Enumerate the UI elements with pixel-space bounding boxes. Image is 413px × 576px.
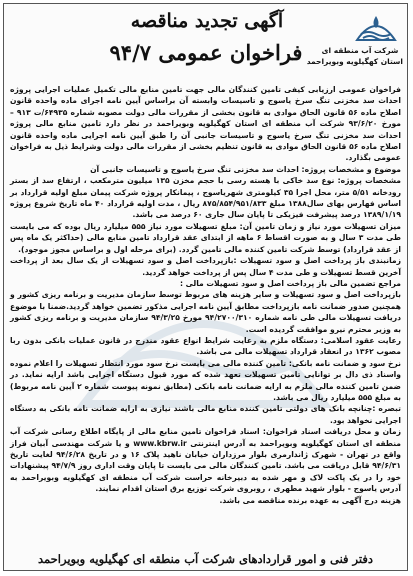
paragraph-interest-rate: نرخ سود و ضمانت نامه بانکی: تامین کننده مالی می بایست نرخ سود مورد انتظار تسهیلات را اعلام نموده واسناد ذی دال بر توانایی تامین تسهیلات تعهد شده که مورد قبول دستگاه اجرایی باشد ارایه نماید. در ضمن تامین کننده مالی ملزم به ارایه ضمانت نامه بانکی (مطابق نمونه پیوست شماره ۲ آیین نامه مربوط) به مبلغ ۵۵۵ میلیارد ریال می باشد.	[10, 358, 401, 402]
announcement-body	[10, 84, 401, 506]
paragraph-specs: مشخصات پروژه: نوع سد خاکی با هسته رسی با حجم مخزن ۱۳۵ میلیون مترمکعب ، ارتفاع سد از بستر رودخانه ۵/۵۱ متر، محل اجرا ۳۵ کیلومتری شهریاسوج ، پیمانکار پروژه شرکت پیمان مبلغ اولیه قرارداد بر اساس فهارس بهای سال۱۳۸۸ مبلغ ۸۷۵/۸۵۴/۹۵۱/۸۳۳ ریال ، مدت اولیه قرارداد ۴۰ ماه تاریخ شروع پروژه ۱۳۸۹/۱/۱۹ درصد پیشرفت فیزیکی تا پایان سال جاری ۶۰ درصد می باشد.	[10, 176, 402, 220]
advertisement-page	[3, 3, 408, 571]
footer-signature: دفتر فنی و امور قراردادهای شرکت آب منطقه ای کهگیلویه وبویراحمد	[38, 552, 373, 566]
paragraph-note: تبصره :چنانچه بانک های دولتی تامین کننده منابع مالی باشند نیازی به ارایه ضمانت نامه بانکی به دستگاه اجرایی نخواهد بود.	[10, 404, 401, 425]
paragraph-islamic-contracts: رعایت عقود اسلامی: دستگاه ملزم به رعایت شرایط انواع عقود مندرج در قانون عملیات بانکی بدون ربا مصوب ۱۳۶۲ در انعقاد قرارداد تسهیلات مالی می باشد.	[10, 335, 401, 357]
company-name-line1: شرکت آب منطقه ای	[321, 46, 399, 55]
paragraph-guarantee-heading: مراجع تضمین مالی باز پرداخت اصل و سود تسهیلات مالی :	[179, 278, 401, 288]
paragraph-documents: زمان و محل دریافت اسناد فراخوان: اسناد فراخوان تامین منابع مالی از پایگاه اطلاع رسانی شرکت آب منطقه ای استان کهگیلویه وبویراحمد به آدرس اینترنتی www.kbrw.ir و یا شرکت مهندسی آبیان فراز واقع در تهران - شهرک ژاندارمری بلوار مرزداران خیابان ناهید پلاک ۱۶ و در تاریخ ۹۴/۶/۲۸ لغایت تاریخ ۹۴/۶/۳۱ قابل دریافت می باشد. تامین کنندگان مالی می بایست تا پایان وقت اداری روز ۹۴/۷/۹ پیشنهادات خود را در یک پاکت لاک و مهر شده به دبیرخانه حراست شرکت آب منطقه ای کهگیلویه وبویراحمد به آدرس یاسوج - بلوار شهید مطهری ، روبروی شرکت توزیع برق استان اقدام نمایند.	[10, 427, 402, 494]
paragraph-guarantee: بازپرداخت اصل و سود تسهیلات و سایر هزینه های مربوط توسط سازمان مدیریت و برنامه ریزی کشور و همچنین صدور ضمانت نامه بازپرداخت مطابق آیین نامه اجرایی مذکور تضمین خواهد گردید.ضمنا با موضوع دریافت تسهیلات مالی طی نامه شماره ۹۴/۲۷۰۰/۳۱۰ مورخ ۹۴/۳/۲۵ سازمان مدیریت و برنامه ریزی کشور به وزیر محترم نیرو موافقت گردیده است.	[10, 290, 401, 334]
paragraph-cost: هزینه درج آگهی به عهده برنده مناقصه می باشد.	[219, 495, 401, 505]
water-company-logo-icon	[353, 10, 399, 44]
paragraph-intro: فراخوان عمومی ارزیابی کیفی تامین کنندگان مالی جهت تامین منابع مالی تکمیل عملیات اجرایی پروژه احداث سد مخزنی تنگ سرخ یاسوج و تاسیسات وابسته آن براساس آیین نامه اجرای ماده واحده قانون اصلاح ماده ۵۶ قانون الحاق موادی به قانون بخشی از مقررات مالی دولت مصوبه شماره ۶۴۹۳۵/ت ۹۱۳ – مورخ ۹۳/۶/۲۰ شرکت آب منطقه ای استان کهگیلویه وبویراحمد در نظر دارد تامین منابع مالی پروژه احداث سد مخزنی تنگ سرخ یاسوج و تاسیسات جانبی آن را طبق آیین نامه اجرایی ماده واحده قانون اصلاح ماده ۵۶ قانون الحاق موادی به قانون تنظیم بخشی از مقررات مالی دولت وشرایط ذیل به فراخوان عمومی بگذارد.	[10, 85, 401, 163]
header	[4, 4, 407, 78]
page-title: آگهی تجدید مناقصه	[130, 10, 284, 32]
paragraph-subject: موضوع و مشخصات پروژه: احداث سد مخزنی تنگ سرخ یاسوج و تاسیسات جانبی آن	[90, 164, 401, 174]
company-name-line2: استان کهگیلویه وبویراحمد	[306, 57, 403, 66]
paragraph-funding-amount: میزان تسهیلات مورد نیاز و زمان تامین آن: مبلغ تسهیلات مورد نیاز ۵۵۵ میلیارد ریال بوده که می بایست طی مدت ۳ سال و به صورت اقساط ۶ ماهه از ابتدای عقد قرارداد تامین منابع مالی (حداکثر یک ماه پس از عقد قرارداد) توسط شرکت تامین کننده مالی تامین گردد. (برای مرحله اول و براساس مجوز موجود).	[10, 221, 401, 254]
paragraph-repayment-schedule: زمانبندی باز پرداخت اصل و سود تسهیلات :بازپرداخت اصل و سود تسهیلات از یک سال بعد از پرداخت آخرین قسط تسهیلات و طی مدت ۴ سال پس از پرداخت خواهد گردید.	[10, 256, 401, 277]
page-subtitle: فراخوان عمومی ۹۴/۷	[109, 40, 303, 65]
